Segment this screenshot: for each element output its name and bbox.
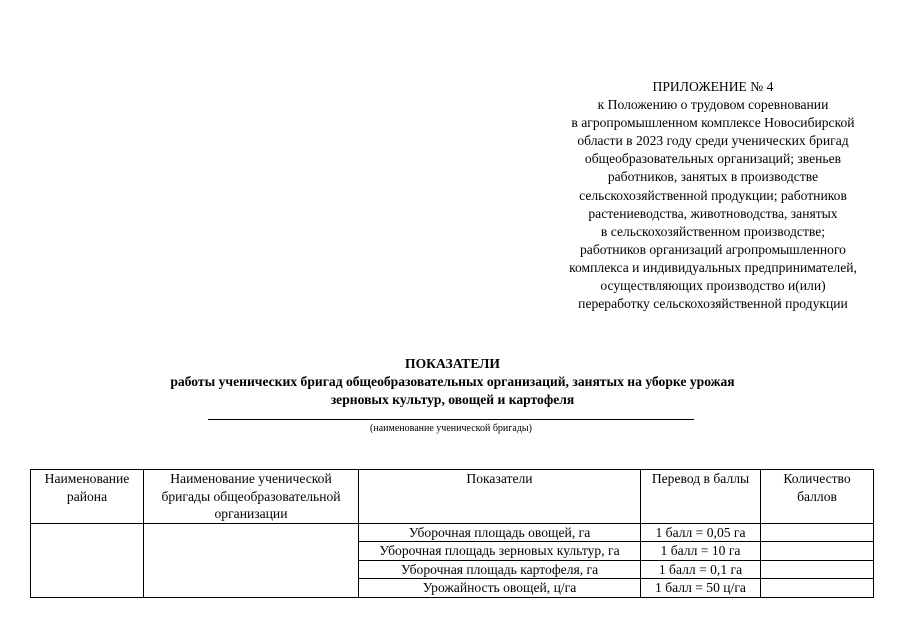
- appendix-line: переработку сельскохозяйственной продукции: [578, 296, 848, 312]
- appendix-line: работников организаций агропромышленного: [580, 241, 846, 257]
- title-line-1: работы ученических бригад общеобразовательных организаций, занятых на уборке урожая: [170, 374, 735, 389]
- document-title: [120, 355, 785, 409]
- conversion-cell: 1 балл = 0,1 га: [641, 560, 761, 579]
- indicator-cell: Урожайность овощей, ц/га: [359, 579, 641, 598]
- brigade-name-line: [208, 419, 694, 420]
- appendix-line: осуществляющих производство и(или): [600, 278, 826, 294]
- header-points: Количество баллов: [761, 470, 874, 524]
- header-conversion: Перевод в баллы: [641, 470, 761, 524]
- appendix-line: общеобразовательных организаций; звеньев: [584, 151, 842, 167]
- table-header-row: [31, 470, 874, 524]
- appendix-line: комплекса и индивидуальных предпринимателей,: [569, 259, 857, 275]
- brigade-name-caption: (наименование ученической бригады): [370, 423, 532, 434]
- appendix-line: области в 2023 году среди ученических бригад: [577, 133, 849, 149]
- indicator-cell: Уборочная площадь картофеля, га: [359, 560, 641, 579]
- points-cell: [761, 560, 874, 579]
- header-brigade: Наименование ученической бригады общеобразовательной организации: [144, 470, 359, 524]
- points-cell: [761, 542, 874, 561]
- brigade-cell: [144, 523, 359, 597]
- appendix-line: растениеводства, животноводства, занятых: [588, 205, 838, 221]
- appendix-line: в сельскохозяйственном производстве;: [600, 223, 826, 239]
- conversion-cell: 1 балл = 50 ц/га: [641, 579, 761, 598]
- points-cell: [761, 523, 874, 542]
- indicators-table: [30, 469, 874, 598]
- title-heading: ПОКАЗАТЕЛИ: [405, 356, 500, 371]
- conversion-cell: 1 балл = 10 га: [641, 542, 761, 561]
- appendix-line: в агропромышленном комплексе Новосибирской: [571, 115, 855, 131]
- conversion-cell: 1 балл = 0,05 га: [641, 523, 761, 542]
- district-cell: [31, 523, 144, 597]
- appendix-line: сельскохозяйственной продукции; работников: [579, 187, 847, 203]
- indicator-cell: Уборочная площадь зерновых культур, га: [359, 542, 641, 561]
- header-indicators: Показатели: [359, 470, 641, 524]
- appendix-title: ПРИЛОЖЕНИЕ № 4: [652, 79, 774, 94]
- points-cell: [761, 579, 874, 598]
- table-row: [31, 523, 874, 542]
- appendix-line: работников, занятых в производстве: [607, 169, 819, 185]
- appendix-line: к Положению о трудовом соревновании: [597, 97, 829, 113]
- title-line-2: зерновых культур, овощей и картофеля: [330, 392, 575, 407]
- indicator-cell: Уборочная площадь овощей, га: [359, 523, 641, 542]
- appendix-header: [548, 78, 878, 313]
- header-district: Наименование района: [31, 470, 144, 524]
